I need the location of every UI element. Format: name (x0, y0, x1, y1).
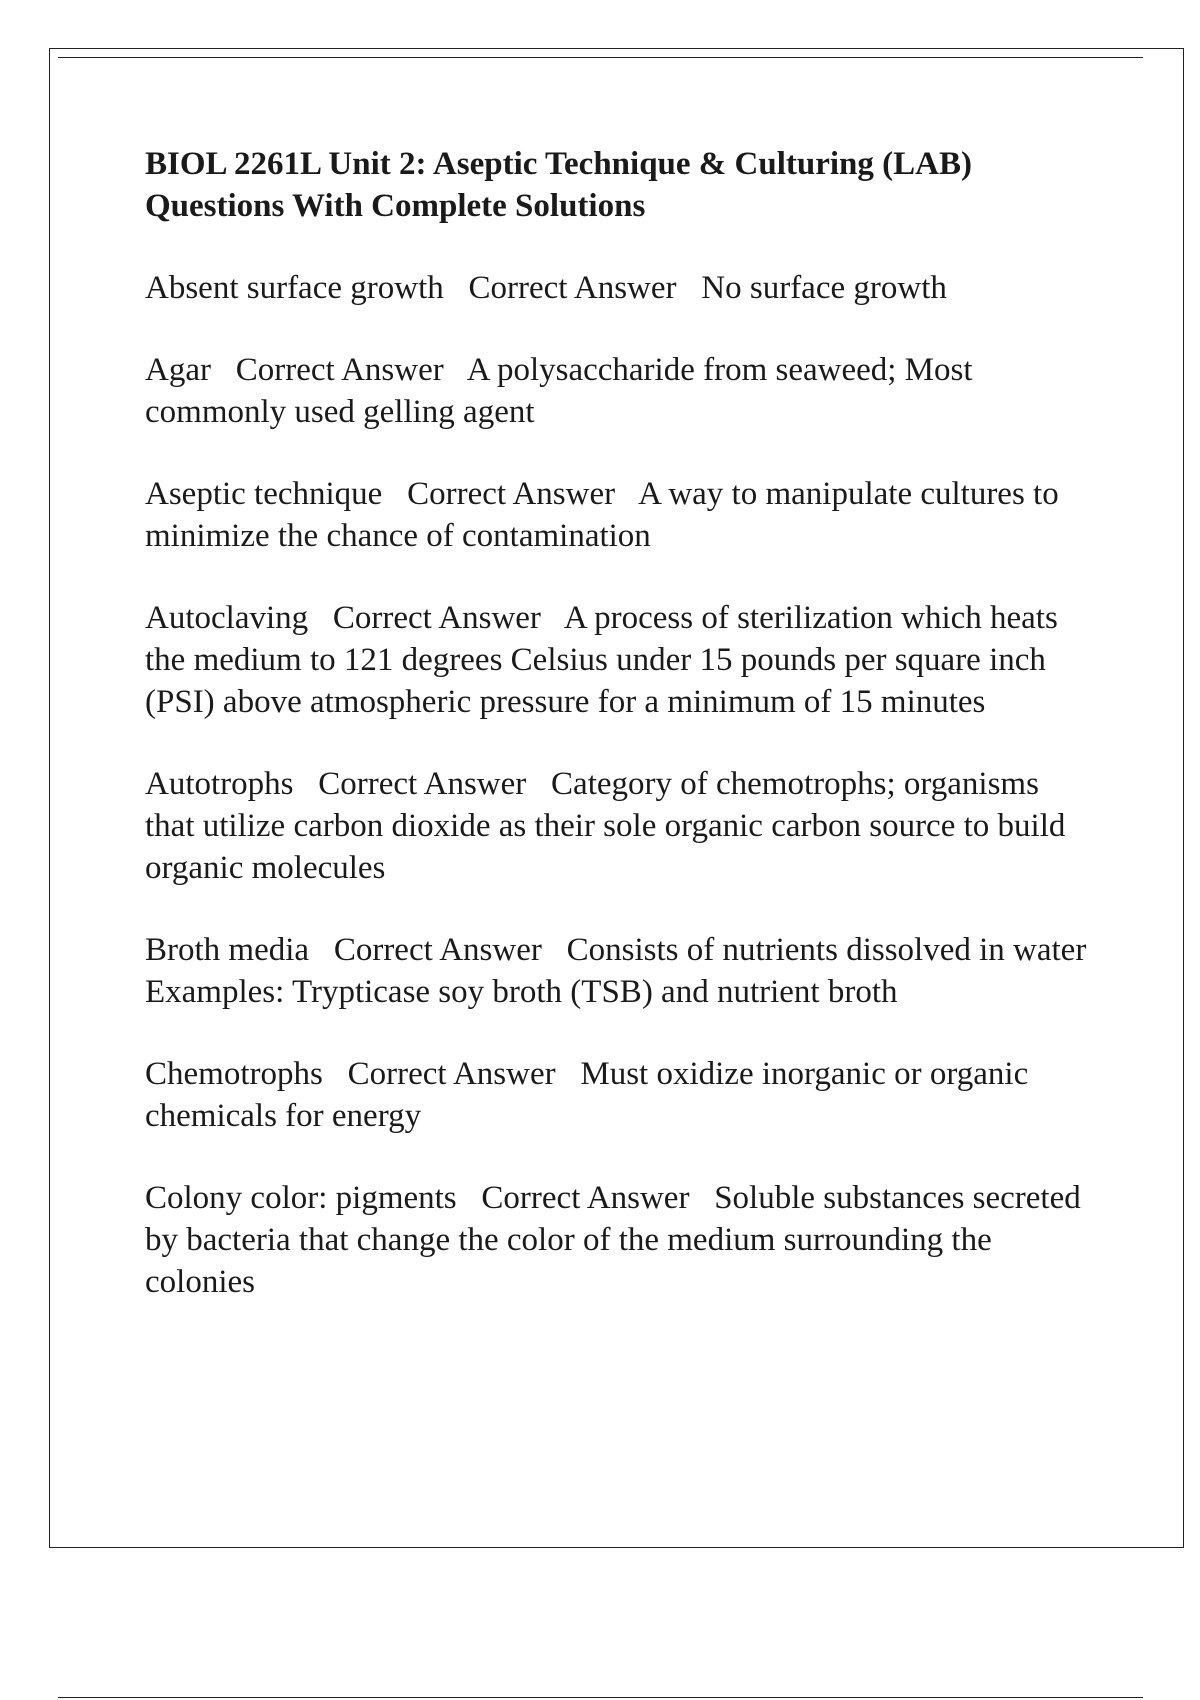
entry-term: Absent surface growth (145, 270, 444, 306)
entry-separator: Correct Answer (407, 476, 616, 512)
title-line-2: Questions With Complete Solutions (145, 188, 646, 224)
header-rule (58, 57, 1143, 58)
qa-entry (145, 763, 1095, 889)
entry-separator: Correct Answer (481, 1180, 690, 1216)
qa-entry (145, 349, 1095, 433)
document-body (145, 143, 1095, 1343)
title-line-1: BIOL 2261L Unit 2: Aseptic Technique & Culturing (LAB) (145, 146, 972, 182)
qa-entry (145, 1053, 1095, 1137)
entry-answer: Soluble substances secreted by bacteria that change the color of the medium surrounding the colonies (145, 1180, 1081, 1300)
entry-term: Autoclaving (145, 600, 309, 636)
entry-separator: Correct Answer (347, 1056, 556, 1092)
entry-term: Broth media (145, 932, 310, 968)
qa-entry (145, 473, 1095, 557)
entry-separator: Correct Answer (333, 932, 542, 968)
entry-answer: No surface growth (701, 270, 947, 306)
entry-separator: Correct Answer (318, 766, 527, 802)
entry-answer: Category of chemotrophs; organisms that utilize carbon dioxide as their sole organic carbon source to build organic molecules (145, 766, 1066, 886)
document-title (145, 143, 1095, 227)
entry-term: Colony color: pigments (145, 1180, 457, 1216)
entry-answer: A polysaccharide from seaweed; Most commonly used gelling agent (145, 352, 973, 430)
qa-entry (145, 929, 1095, 1013)
entry-term: Chemotrophs (145, 1056, 323, 1092)
entry-answer: Must oxidize inorganic or organic chemicals for energy (145, 1056, 1029, 1134)
qa-entry (145, 597, 1095, 723)
qa-entry (145, 1177, 1095, 1303)
footer-rule (58, 1697, 1143, 1698)
entry-term: Agar (145, 352, 211, 388)
entry-separator: Correct Answer (468, 270, 677, 306)
entry-separator: Correct Answer (332, 600, 541, 636)
qa-entry (145, 267, 1095, 309)
entry-term: Aseptic technique (145, 476, 383, 512)
entry-extra: Examples: Trypticase soy broth (TSB) and nutrient broth (145, 974, 898, 1010)
entry-answer: A way to manipulate cultures to minimize the chance of contamination (145, 476, 1059, 554)
entry-answer: Consists of nutrients dissolved in water (566, 932, 1087, 968)
entry-term: Autotrophs (145, 766, 294, 802)
entry-separator: Correct Answer (235, 352, 444, 388)
entry-answer: A process of sterilization which heats the medium to 121 degrees Celsius under 15 pounds per square inch (PSI) above atmospheric pressure for a minimum of 15 minutes (145, 600, 1058, 720)
